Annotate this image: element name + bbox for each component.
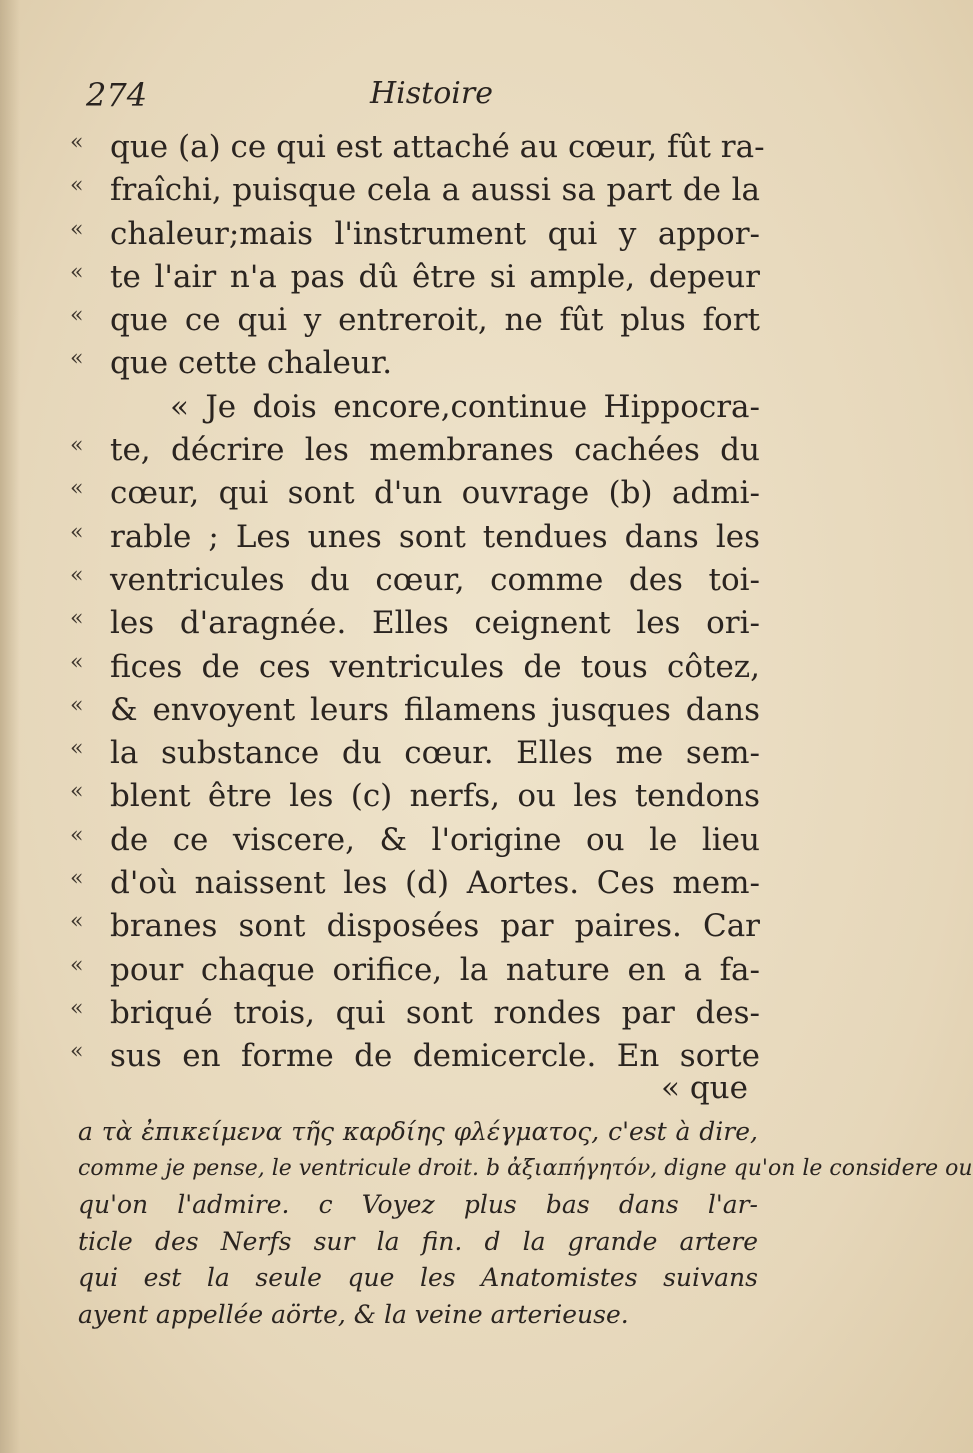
text-line	[70, 169, 760, 212]
text-line-content: te l'air n'a pas dû être si ample, depeur	[110, 258, 760, 295]
main-text	[70, 126, 765, 1079]
page-number: 274	[86, 76, 148, 114]
quote-mark: «	[70, 952, 84, 978]
footnote-line: comme je pense, le ventricule droit. b ἀξιαπήγητόν, digne qu'on le considere ou	[78, 1155, 973, 1181]
text-line	[70, 819, 760, 862]
text-line-content: cœur, qui sont d'un ouvrage (b) admi-	[110, 475, 760, 512]
quote-mark: «	[70, 649, 84, 675]
text-line-content: que (a) ce qui est attaché au cœur, fût ra-	[110, 129, 765, 165]
quote-mark: «	[70, 779, 84, 805]
text-line	[70, 429, 760, 472]
quote-mark: «	[70, 736, 84, 762]
footnote-line: ticle des Nerfs sur la fin. d la grande artere	[78, 1226, 758, 1256]
text-line-content: briqué trois, qui sont rondes par des-	[110, 994, 760, 1031]
catchword: « que	[661, 1070, 748, 1106]
text-line	[70, 516, 760, 559]
text-line	[70, 256, 760, 299]
running-title: Histoire	[370, 76, 493, 111]
page-gutter	[0, 0, 20, 1453]
text-line-content: fices de ces ventricules de tous côtez,	[110, 648, 760, 685]
text-line	[70, 1035, 760, 1078]
text-line	[70, 299, 760, 342]
quote-mark: «	[70, 1039, 84, 1065]
quote-mark: «	[70, 173, 84, 199]
text-line-content: blent être les (c) nerfs, ou les tendons	[110, 778, 760, 815]
quote-mark: «	[70, 822, 84, 848]
text-line-content: de ce viscere, & l'origine ou le lieu	[110, 821, 760, 858]
footnotes	[78, 1114, 973, 1333]
text-line-content: sus en forme de demicercle. En sorte	[110, 1038, 760, 1075]
quote-mark: «	[70, 562, 84, 588]
text-line-content: chaleur;mais l'instrument qui y appor-	[110, 215, 760, 252]
page-header	[0, 72, 800, 122]
text-line-content: la substance du cœur. Elles me sem-	[110, 735, 760, 772]
text-line	[70, 732, 760, 775]
text-line-content: « Je dois encore,continue Hippocra-	[170, 388, 760, 425]
quote-mark: «	[70, 346, 84, 372]
text-line-content: fraîchi, puisque cela a aussi sa part de la	[110, 172, 760, 209]
quote-mark: «	[70, 909, 84, 935]
text-line	[70, 126, 765, 169]
footnote-line: qui est la seule que les Anatomistes suivans	[78, 1263, 758, 1292]
text-line	[70, 905, 760, 948]
text-line-content: branes sont disposées par paires. Car	[110, 908, 760, 945]
footnote-line: qu'on l'admire. c Voyez plus bas dans l'ar-	[78, 1190, 758, 1219]
quote-mark: «	[70, 303, 84, 329]
text-line-content: que cette chaleur.	[110, 345, 393, 382]
footnote-line: ayent appellée aörte, & la veine arterieuse.	[78, 1299, 629, 1329]
text-line	[70, 559, 760, 602]
text-line	[70, 689, 760, 732]
quote-mark: «	[70, 476, 84, 502]
quote-mark: «	[70, 130, 84, 155]
quote-mark: «	[70, 866, 84, 892]
text-line	[70, 602, 760, 645]
quote-mark: «	[70, 995, 84, 1021]
quote-mark: «	[70, 692, 84, 718]
text-line-content: & envoyent leurs filamens jusques dans	[110, 691, 760, 728]
text-line-content: d'où naissent les (d) Aortes. Ces mem-	[110, 865, 760, 902]
quote-mark: «	[70, 606, 84, 632]
text-line-content: rable ; Les unes sont tendues dans les	[110, 518, 760, 555]
quote-mark: «	[70, 519, 84, 545]
text-line	[70, 775, 760, 818]
footnote-line: a τὰ ἐπικείμενα τῆς καρδίης φλέγματος, c'est à dire,	[78, 1117, 758, 1146]
text-line	[70, 386, 760, 429]
text-line	[70, 646, 760, 689]
text-line	[70, 342, 760, 385]
quote-mark: «	[70, 433, 84, 459]
text-line-content: les d'aragnée. Elles ceignent les ori-	[110, 605, 760, 642]
text-line	[70, 862, 760, 905]
text-line	[70, 213, 760, 256]
quote-mark: «	[70, 259, 84, 285]
text-line-content: pour chaque orifice, la nature en a fa-	[110, 951, 760, 988]
text-line-content: que ce qui y entreroit, ne fût plus fort	[110, 302, 760, 339]
text-line-content: ventricules du cœur, comme des toi-	[110, 561, 760, 598]
text-line	[70, 992, 760, 1035]
quote-mark: «	[70, 216, 84, 242]
text-line	[70, 472, 760, 515]
text-line	[70, 949, 760, 992]
text-line-content: te, décrire les membranes cachées du	[110, 432, 760, 469]
